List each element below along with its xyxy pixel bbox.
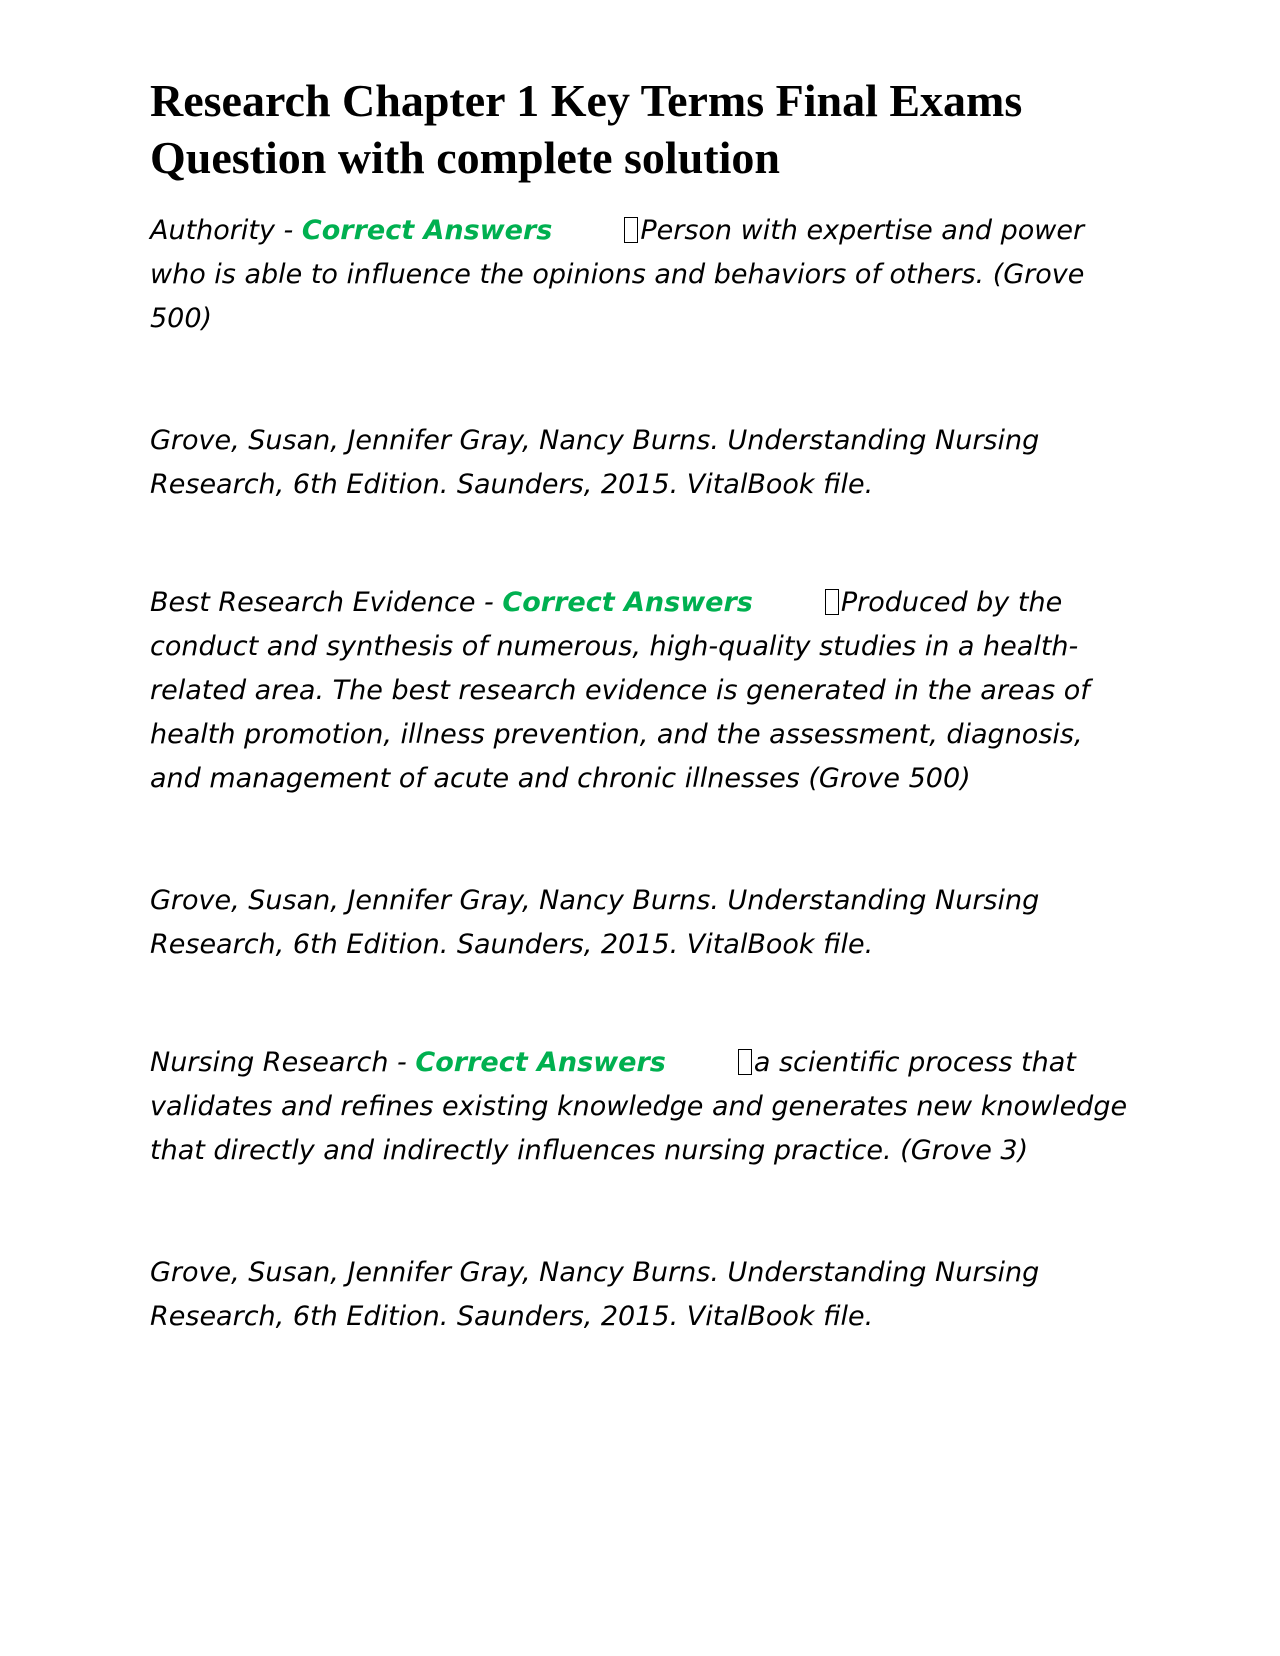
term-definition: Produced by the conduct and synthesis of numerous, high-quality studies in a health-related area. The best research evidence is generated in the areas of health promotion, illness prevention, and the assessment, diagnosis, and management of acute and chronic illnesses (Grove 500)	[150, 587, 1090, 794]
citation: Grove, Susan, Jennifer Gray, Nancy Burns. Understanding Nursing Research, 6th Edition. Saunders, 2015. VitalBook file.	[150, 425, 1040, 500]
correct-answers-label: Correct Answers	[301, 215, 553, 246]
term-name: Best Research Evidence	[150, 587, 476, 618]
term-name: Nursing Research	[150, 1047, 389, 1078]
correct-answers-label: Correct Answers	[502, 587, 753, 618]
document-title: Research Chapter 1 Key Terms Final Exams Question with complete solution	[150, 75, 1023, 183]
term-definition: Person with expertise and power who is able to influence the opinions and behaviors of others. (Grove 500)	[150, 215, 1085, 334]
term-entry-authority	[150, 209, 1140, 341]
term-entry-best-research-evidence	[150, 581, 1140, 801]
term-separator: -	[388, 1047, 416, 1078]
term-definition: a scientific process that validates and refines existing knowledge and generates new knowledge that directly and indirectly influences nursing practice. (Grove 3)	[150, 1047, 1128, 1166]
term-separator: -	[475, 587, 503, 618]
citation: Grove, Susan, Jennifer Gray, Nancy Burns. Understanding Nursing Research, 6th Edition. Saunders, 2015. VitalBook file.	[150, 885, 1040, 960]
term-name: Authority	[150, 215, 275, 246]
document-page	[150, 72, 1140, 1413]
correct-answers-label: Correct Answers	[415, 1047, 666, 1078]
term-separator: -	[274, 215, 302, 246]
missing-glyph-icon	[825, 589, 839, 615]
citation: Grove, Susan, Jennifer Gray, Nancy Burns. Understanding Nursing Research, 6th Edition. Saunders, 2015. VitalBook file.	[150, 1257, 1040, 1332]
missing-glyph-icon	[738, 1049, 752, 1075]
term-entry-nursing-research	[150, 1041, 1140, 1173]
missing-glyph-icon	[624, 217, 638, 243]
